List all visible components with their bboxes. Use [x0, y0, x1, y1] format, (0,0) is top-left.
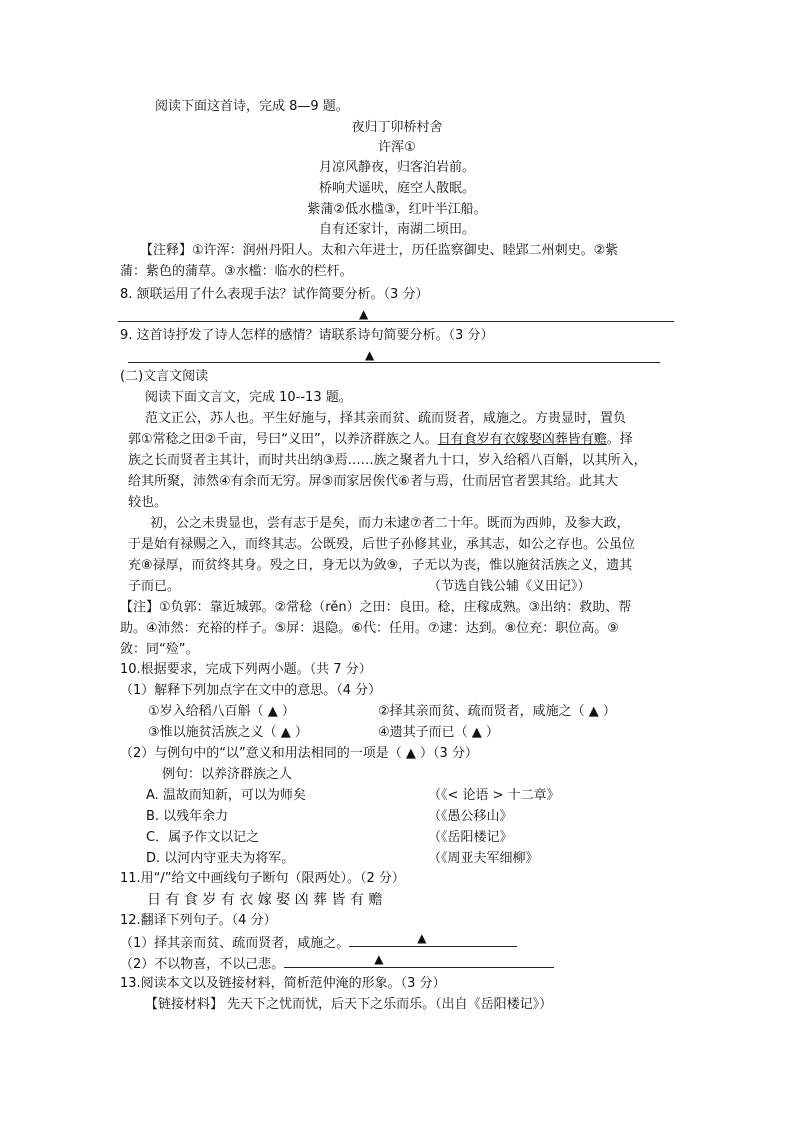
- segment-sentence: 日 有 食 岁 有 衣 嫁 娶 凶 葬 皆 有 赡: [147, 892, 383, 908]
- answer-blank[interactable]: [284, 953, 554, 968]
- answer-blank[interactable]: [349, 932, 517, 947]
- option-d-source: （《周亚夫军细柳》: [428, 851, 539, 866]
- passage-text: 。择: [606, 432, 633, 447]
- section-intro: 阅读下面文言文，完成 10--13 题。: [145, 390, 352, 405]
- option-d[interactable]: D. 以河内守亚夫为将军。: [146, 851, 295, 866]
- example-sentence: 例句：以养济群族之人: [162, 767, 293, 782]
- link-material: 【链接材料】 先天下之忧而忧，后天下之乐而乐。（出自《岳阳楼记》）: [145, 997, 553, 1012]
- passage-note: 敛：同“殓”。: [120, 642, 199, 657]
- option-b[interactable]: B. 以残年余力: [146, 809, 229, 824]
- poem-author: 许浑①: [378, 140, 416, 155]
- passage-line: 给其所聚，沛然④有余而无穷。屏⑤而家居俟代⑥者与焉，仕而居官者罢其给。此其大: [128, 474, 618, 489]
- question-10-item: ①岁入给稻八百斛（ ▲ ）: [148, 704, 295, 719]
- poem-note: 蒲：紫色的蒲草。③水槛：临水的栏杆。: [120, 264, 353, 279]
- passage-line: 范文正公，苏人也。平生好施与，择其亲而贫、疏而贤者，咸施之。方贵显时，置负: [145, 411, 627, 426]
- passage-line: 于是始有禄赐之入，而终其志。公既殁，后世子孙修其业，承其志，如公之存也。公虽位: [128, 537, 636, 552]
- answer-mark: ▲: [417, 931, 427, 945]
- passage-line: 较也。: [128, 495, 168, 510]
- poem-line: 桥响犬遥吠，庭空人散眠。: [318, 181, 475, 196]
- answer-mark: ▲: [359, 307, 369, 321]
- passage-line: 子而已。: [128, 579, 181, 594]
- option-a[interactable]: A. 温故而知新，可以为师矣: [146, 788, 306, 803]
- question-9: 9. 这首诗抒发了诗人怎样的感情？请联系诗句简要分析。（3 分）: [120, 328, 494, 343]
- question-10-item: ③惟以施贫活族之义（ ▲ ）: [148, 725, 308, 740]
- option-a-source: （《< 论语 > 十二章》: [428, 788, 560, 803]
- passage-source: （节选自钱公辅《义田记》）: [428, 579, 591, 594]
- translate-sentence: （1）择其亲而贫、疏而贤者，咸施之。: [120, 936, 350, 951]
- option-c[interactable]: C．属予作文以记之: [146, 830, 260, 845]
- passage-note: 助。④沛然：充裕的样子。⑤屏：退隐。⑥代：任用。⑦逮：达到。⑧位充：职位高。⑨: [120, 621, 619, 636]
- poem-note: 【注释】①许浑：润州丹阳人。太和六年进士，历任监察御史、睦郢二州刺史。②紫: [140, 243, 619, 258]
- passage-line: 充⑧禄厚，而贫终其身。殁之日，身无以为敛⑨，子无以为丧，惟以施贫活族之义，遗其: [128, 558, 633, 573]
- question-8: 8. 颔联运用了什么表现手法？试作简要分析。（3 分）: [120, 287, 429, 302]
- poem-intro: 阅读下面这首诗，完成 8—9 题。: [155, 99, 349, 114]
- answer-mark: ▲: [374, 952, 384, 966]
- poem-title: 夜归丁卯桥村舍: [351, 120, 443, 135]
- poem-line: 紫蒲②低水槛③，红叶半江船。: [307, 202, 487, 217]
- question-10-item: ②择其亲而贫、疏而贤者，咸施之（ ▲ ）: [378, 704, 616, 719]
- translate-sentence: （2）不以物喜，不以己悲。: [120, 957, 285, 972]
- question-11: 11.用“/”给文中画线句子断句（限两处）。（2 分）: [120, 871, 405, 886]
- option-c-source: （《岳阳楼记》: [428, 830, 513, 845]
- question-10-part-2: （2）与例句中的“以”意义和用法相同的一项是（ ▲ ）（3 分）: [120, 746, 478, 761]
- question-10-part-1: （1）解释下列加点字在文中的意思。（4 分）: [120, 683, 382, 698]
- question-12: 12.翻译下列句子。（4 分）: [120, 913, 277, 928]
- passage-text: 郭①常稔之田②千亩，号曰“义田”，以养济群族之人。: [128, 432, 438, 447]
- passage-line: [128, 430, 633, 450]
- option-b-source: （《愚公移山》: [428, 809, 513, 824]
- question-10-item: ④遗其子而已（ ▲ ）: [378, 725, 499, 740]
- passage-note: 【注】①负郭：靠近城郭。②常稔（rěn）之田：良田。稔，庄稼成熟。③出纳：救助、帮: [120, 600, 632, 615]
- translate-item-2: [120, 953, 554, 975]
- passage-line: 族之长而贤者主其计，而时共出纳③焉……族之聚者九十口，岁入给稻八百斛，以其所入，: [128, 453, 647, 468]
- section-title: (二)文言文阅读: [120, 369, 209, 384]
- answer-line[interactable]: [128, 362, 660, 363]
- underlined-sentence: 日有食岁有衣嫁娶凶葬皆有赡: [437, 432, 607, 447]
- question-10: 10.根据要求，完成下列两小题。（共 7 分）: [120, 662, 372, 677]
- question-13: 13.阅读本文以及链接材料，简析范仲淹的形象。（3 分）: [120, 976, 446, 991]
- passage-line: 初，公之未贵显也，尝有志于是矣，而力未逮⑦者二十年。既而为西帅，及参大政，: [150, 516, 630, 531]
- translate-item-1: [120, 932, 517, 954]
- answer-mark: ▲: [365, 348, 375, 362]
- answer-line[interactable]: [118, 321, 674, 322]
- poem-line: 自有还家计，南湖二顷田。: [318, 222, 475, 237]
- poem-line: 月凉风静夜，归客泊岩前。: [318, 160, 475, 175]
